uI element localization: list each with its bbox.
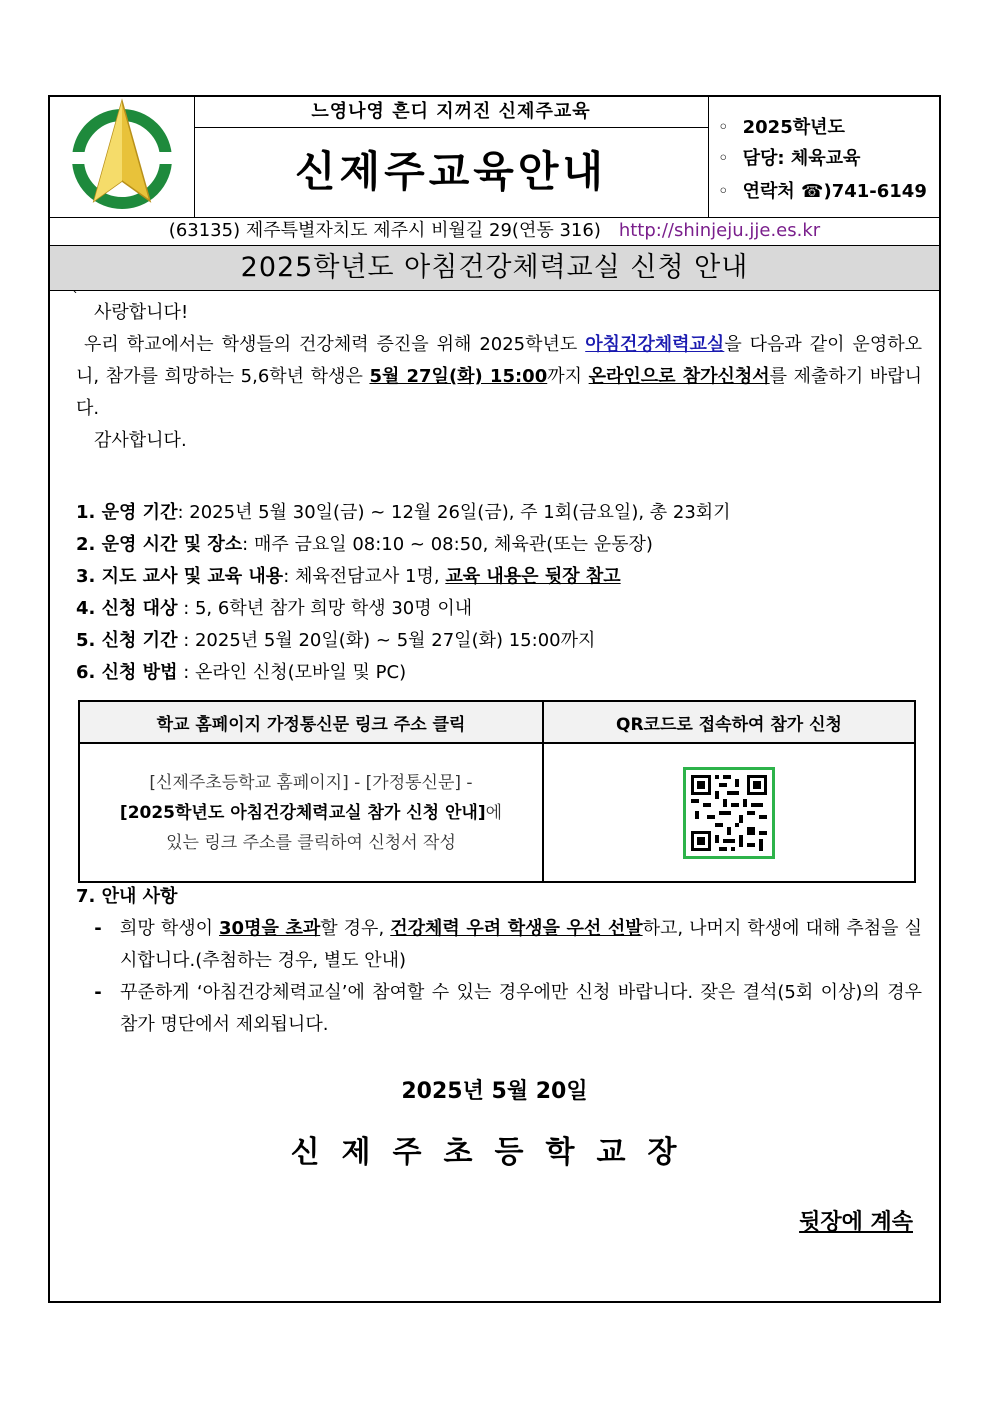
notice-banner: 2025학년도 아침건강체력교실 신청 안내 [50, 246, 939, 291]
principal-signature: 신제주초등학교장 [290, 1135, 699, 1170]
program-name: 아침건강체력교실 [585, 334, 725, 355]
issue-date: 2025년 5월 20일 [401, 1079, 588, 1104]
logo-cell [50, 97, 195, 217]
note-item: - 꾸준하게 ‘아침건강체력교실’에 참여할 수 있는 경우에만 신청 바랍니다. 잦은 결석(5회 이상)의 경우 참가 명단에서 제외됩니다. [94, 982, 922, 1035]
postal-address: (63135) 제주특별자치도 제주시 비월길 29(연동 316) [168, 220, 601, 241]
slogan: 느영나영 흔디 지꺼진 신제주교육 [194, 97, 708, 128]
school-url-link[interactable]: http://shinjeju.jje.es.kr [618, 220, 821, 241]
intro [76, 297, 922, 457]
greeting: 사랑합니다! [94, 302, 189, 323]
notice-link-name[interactable]: [2025학년도 아침건강체력교실 참가 신청 안내] [119, 802, 486, 823]
list-item: 4. 신청 대상 : 5, 6학년 참가 희망 학생 30명 이내 [76, 598, 473, 619]
see-back-note: 교육 내용은 뒷장 참고 [445, 566, 621, 587]
address-bar [50, 217, 939, 246]
list-item: 5. 신청 기간 : 2025년 5월 20일(화) ~ 5월 27일(화) 15:00까지 [76, 630, 596, 651]
list-item: 6. 신청 방법 : 온라인 신청(모바일 및 PC) [76, 662, 407, 683]
stray-mark: ` [72, 290, 79, 306]
newsletter-title: 신제주교육안내 [294, 147, 607, 196]
notes-section [76, 881, 922, 1041]
header-info [708, 97, 939, 217]
list-item: 1. 운영 기간: 2025년 5월 30일(금) ~ 12월 26일(금), 주 1회(금요일), 총 23회기 [76, 502, 731, 523]
note-item: - 희망 학생이 30명을 초과할 경우, 건강체력 우려 학생을 우선 선발하고, 나머지 학생에 대해 추첨을 실시합니다.(추첨하는 경우, 별도 안내) [94, 918, 922, 971]
list-item: 2. 운영 시간 및 장소: 매주 금요일 08:10 ~ 08:50, 체육관(또는 운동장) [76, 534, 653, 555]
info-year: ◦ 2025학년도 [718, 117, 845, 138]
apply-method: 온라인으로 참가신청서 [588, 366, 770, 387]
list-item: 3. 지도 교사 및 교육 내용: 체육전담교사 1명, 교육 내용은 뒷장 참고 [76, 566, 621, 587]
link-instructions: [신제주초등학교 홈페이지] - [가정통신문] - [2025학년도 아침건강체력교실 참가 신청 안내]에 있는 링크 주소를 클릭하여 신청서 작성 [79, 743, 543, 882]
header-middle [194, 97, 709, 217]
header [50, 97, 939, 218]
info-contact-person: ◦ 담당: 체육교육 [718, 148, 861, 169]
bullet: ◦ [718, 181, 729, 202]
intro-paragraph: 우리 학교에서는 학생들의 건강체력 증진을 위해 2025학년도 아침건강체력교실을 다음과 같이 운영하오니, 참가를 희망하는 5,6학년 학생은 5월 27일(화) 15:00까지 온라인으로 참가신청서를 제출하기 바랍니다. [76, 334, 922, 419]
notice-frame [48, 95, 941, 1303]
details-list [76, 497, 922, 689]
apply-method-table [78, 700, 916, 883]
qr-cell [543, 743, 915, 882]
table-header-link: 학교 홈페이지 가정통신문 링크 주소 클릭 [79, 701, 543, 743]
deadline: 5월 27일(화) 15:00 [369, 366, 548, 387]
info-phone: ◦ 연락처 ☎)741-6149 [718, 181, 927, 202]
continued-on-back: 뒷장에 계속 [799, 1210, 913, 1235]
school-logo-icon [50, 97, 194, 217]
bullet: ◦ [718, 117, 729, 138]
thanks: 감사합니다. [94, 430, 187, 451]
qr-code-icon[interactable] [683, 767, 775, 859]
bullet: ◦ [718, 148, 729, 169]
table-header-qr: QR코드로 접속하여 참가 신청 [543, 701, 915, 743]
notes-heading: 7. 안내 사항 [76, 886, 178, 907]
